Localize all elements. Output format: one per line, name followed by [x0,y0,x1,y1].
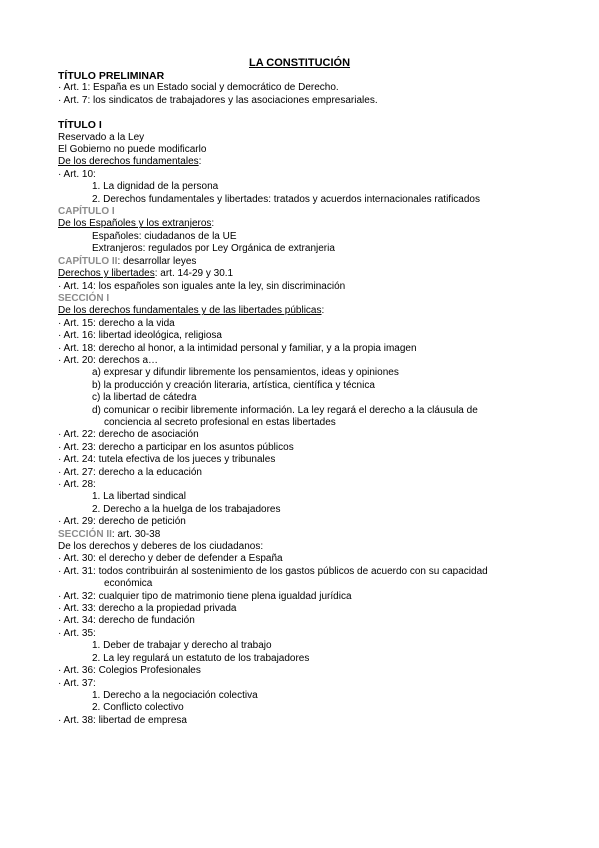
capitulo-1-item-espanoles: Españoles: ciudadanos de la UE [92,230,237,242]
art-10: · Art. 10: [58,168,96,180]
derechos-libertades-label: Derechos y libertades [58,268,155,280]
capitulo-2-heading-rest: : desarrollar leyes [117,255,197,267]
art-31-continued: económica [104,578,153,590]
seccion-1-heading: SECCIÓN I [58,292,110,304]
capitulo-1-subheading-label: De los Españoles y los extranjeros [58,218,212,230]
art-15: · Art. 15: derecho a la vida [58,317,175,329]
capitulo-2-heading-line [58,256,588,268]
art-20-item-c: c) la libertad de cátedra [92,392,197,404]
art-22: · Art. 22: derecho de asociación [58,429,199,441]
capitulo-2-heading: CAPÍTULO II [58,255,118,267]
spacer [58,107,588,119]
titulo-1-line-1: Reservado a la Ley [58,131,145,143]
titulo-1-line-2: El Gobierno no puede modificarlo [58,144,207,156]
art-20-item-b: b) la producción y creación literaria, artística, científica y técnica [92,379,375,391]
art-28-item-2: 2. Derecho a la huelga de los trabajadores [92,503,281,515]
preliminar-art-7: · Art. 7: los sindicatos de trabajadores y las asociaciones empresariales. [58,94,378,106]
seccion-1-subheading-label: De los derechos fundamentales y de las libertades públicas [58,305,322,317]
art-10-item-2: 2. Derechos fundamentales y libertades: tratados y acuerdos internacionales ratificados [92,193,480,205]
art-36: · Art. 36: Colegios Profesionales [58,665,201,677]
art-33: · Art. 33: derecho a la propiedad privada [58,603,237,615]
art-23: · Art. 23: derecho a participar en los asuntos públicos [58,441,294,453]
art-31: · Art. 31: todos contribuirán al sostenimiento de los gastos públicos de acuerdo con su capacidad [58,565,488,577]
page-title: LA CONSTITUCIÓN [248,57,351,69]
seccion-2-heading-line [58,529,588,541]
titulo-preliminar-heading: TÍTULO PRELIMINAR [58,70,165,82]
art-38: · Art. 38: libertad de empresa [58,714,187,726]
art-18: · Art. 18: derecho al honor, a la intimidad personal y familiar, y a la propia imagen [58,342,417,354]
preliminar-art-1: · Art. 1: España es un Estado social y democrático de Derecho. [58,82,339,94]
derechos-fundamentales-heading [58,156,588,168]
capitulo-1-item-extranjeros: Extranjeros: regulados por Ley Orgánica de extranjeria [92,243,335,255]
art-20-item-d: d) comunicar o recibir libremente información. La ley regará el derecho a la cláusula de [92,404,478,416]
art-27: · Art. 27: derecho a la educación [58,466,202,478]
titulo-1-heading: TÍTULO I [58,119,102,132]
derechos-fundamentales-label: De los derechos fundamentales [58,156,199,168]
art-35: · Art. 35: [58,627,96,639]
art-20-item-a: a) expresar y difundir libremente los pensamientos, ideas y opiniones [92,367,399,379]
art-28-item-1: 1. La libertad sindical [92,491,186,503]
seccion-1-subheading [58,305,588,317]
art-30: · Art. 30: el derecho y deber de defender a España [58,553,283,565]
art-32: · Art. 32: cualquier tipo de matrimonio tiene plena igualdad jurídica [58,590,352,602]
art-34: · Art. 34: derecho de fundación [58,615,195,627]
art-28: · Art. 28: [58,479,96,490]
capitulo-1-heading: CAPÍTULO I [58,206,115,218]
art-10-item-1: 1. La dignidad de la persona [92,181,219,193]
art-14: · Art. 14: los españoles son iguales ante la ley, sin discriminación [58,280,346,292]
derechos-libertades-rest: : art. 14-29 y 30.1 [154,268,234,280]
art-37-item-1: 1. Derecho a la negociación colectiva [92,689,258,701]
capitulo-1-subheading-colon: : [211,218,215,230]
art-16: · Art. 16: libertad ideológica, religiosa [58,330,222,342]
seccion-1-subheading-colon: : [321,305,325,317]
capitulo-1-subheading [58,218,588,230]
art-20-item-d-continued: conciencia al secreto profesional en estas libertades [104,416,336,428]
document-body [58,56,588,727]
art-35-item-1: 1. Deber de trabajar y derecho al trabajo [92,640,272,652]
art-29: · Art. 29: derecho de petición [58,516,186,528]
art-35-item-2: 2. La ley regulará un estatuto de los trabajadores [92,652,310,664]
derechos-libertades-line [58,268,588,280]
art-37: · Art. 37: [58,677,96,689]
seccion-2-heading: SECCIÓN II [58,528,112,540]
art-20: · Art. 20: derechos a… [58,354,159,366]
seccion-2-subheading: De los derechos y deberes de los ciudadanos: [58,541,264,553]
art-24: · Art. 24: tutela efectiva de los jueces y tribunales [58,454,276,466]
derechos-fundamentales-colon: : [198,156,202,168]
art-37-item-2: 2. Conflicto colectivo [92,702,184,714]
seccion-2-heading-rest: : art. 30-38 [111,528,161,540]
